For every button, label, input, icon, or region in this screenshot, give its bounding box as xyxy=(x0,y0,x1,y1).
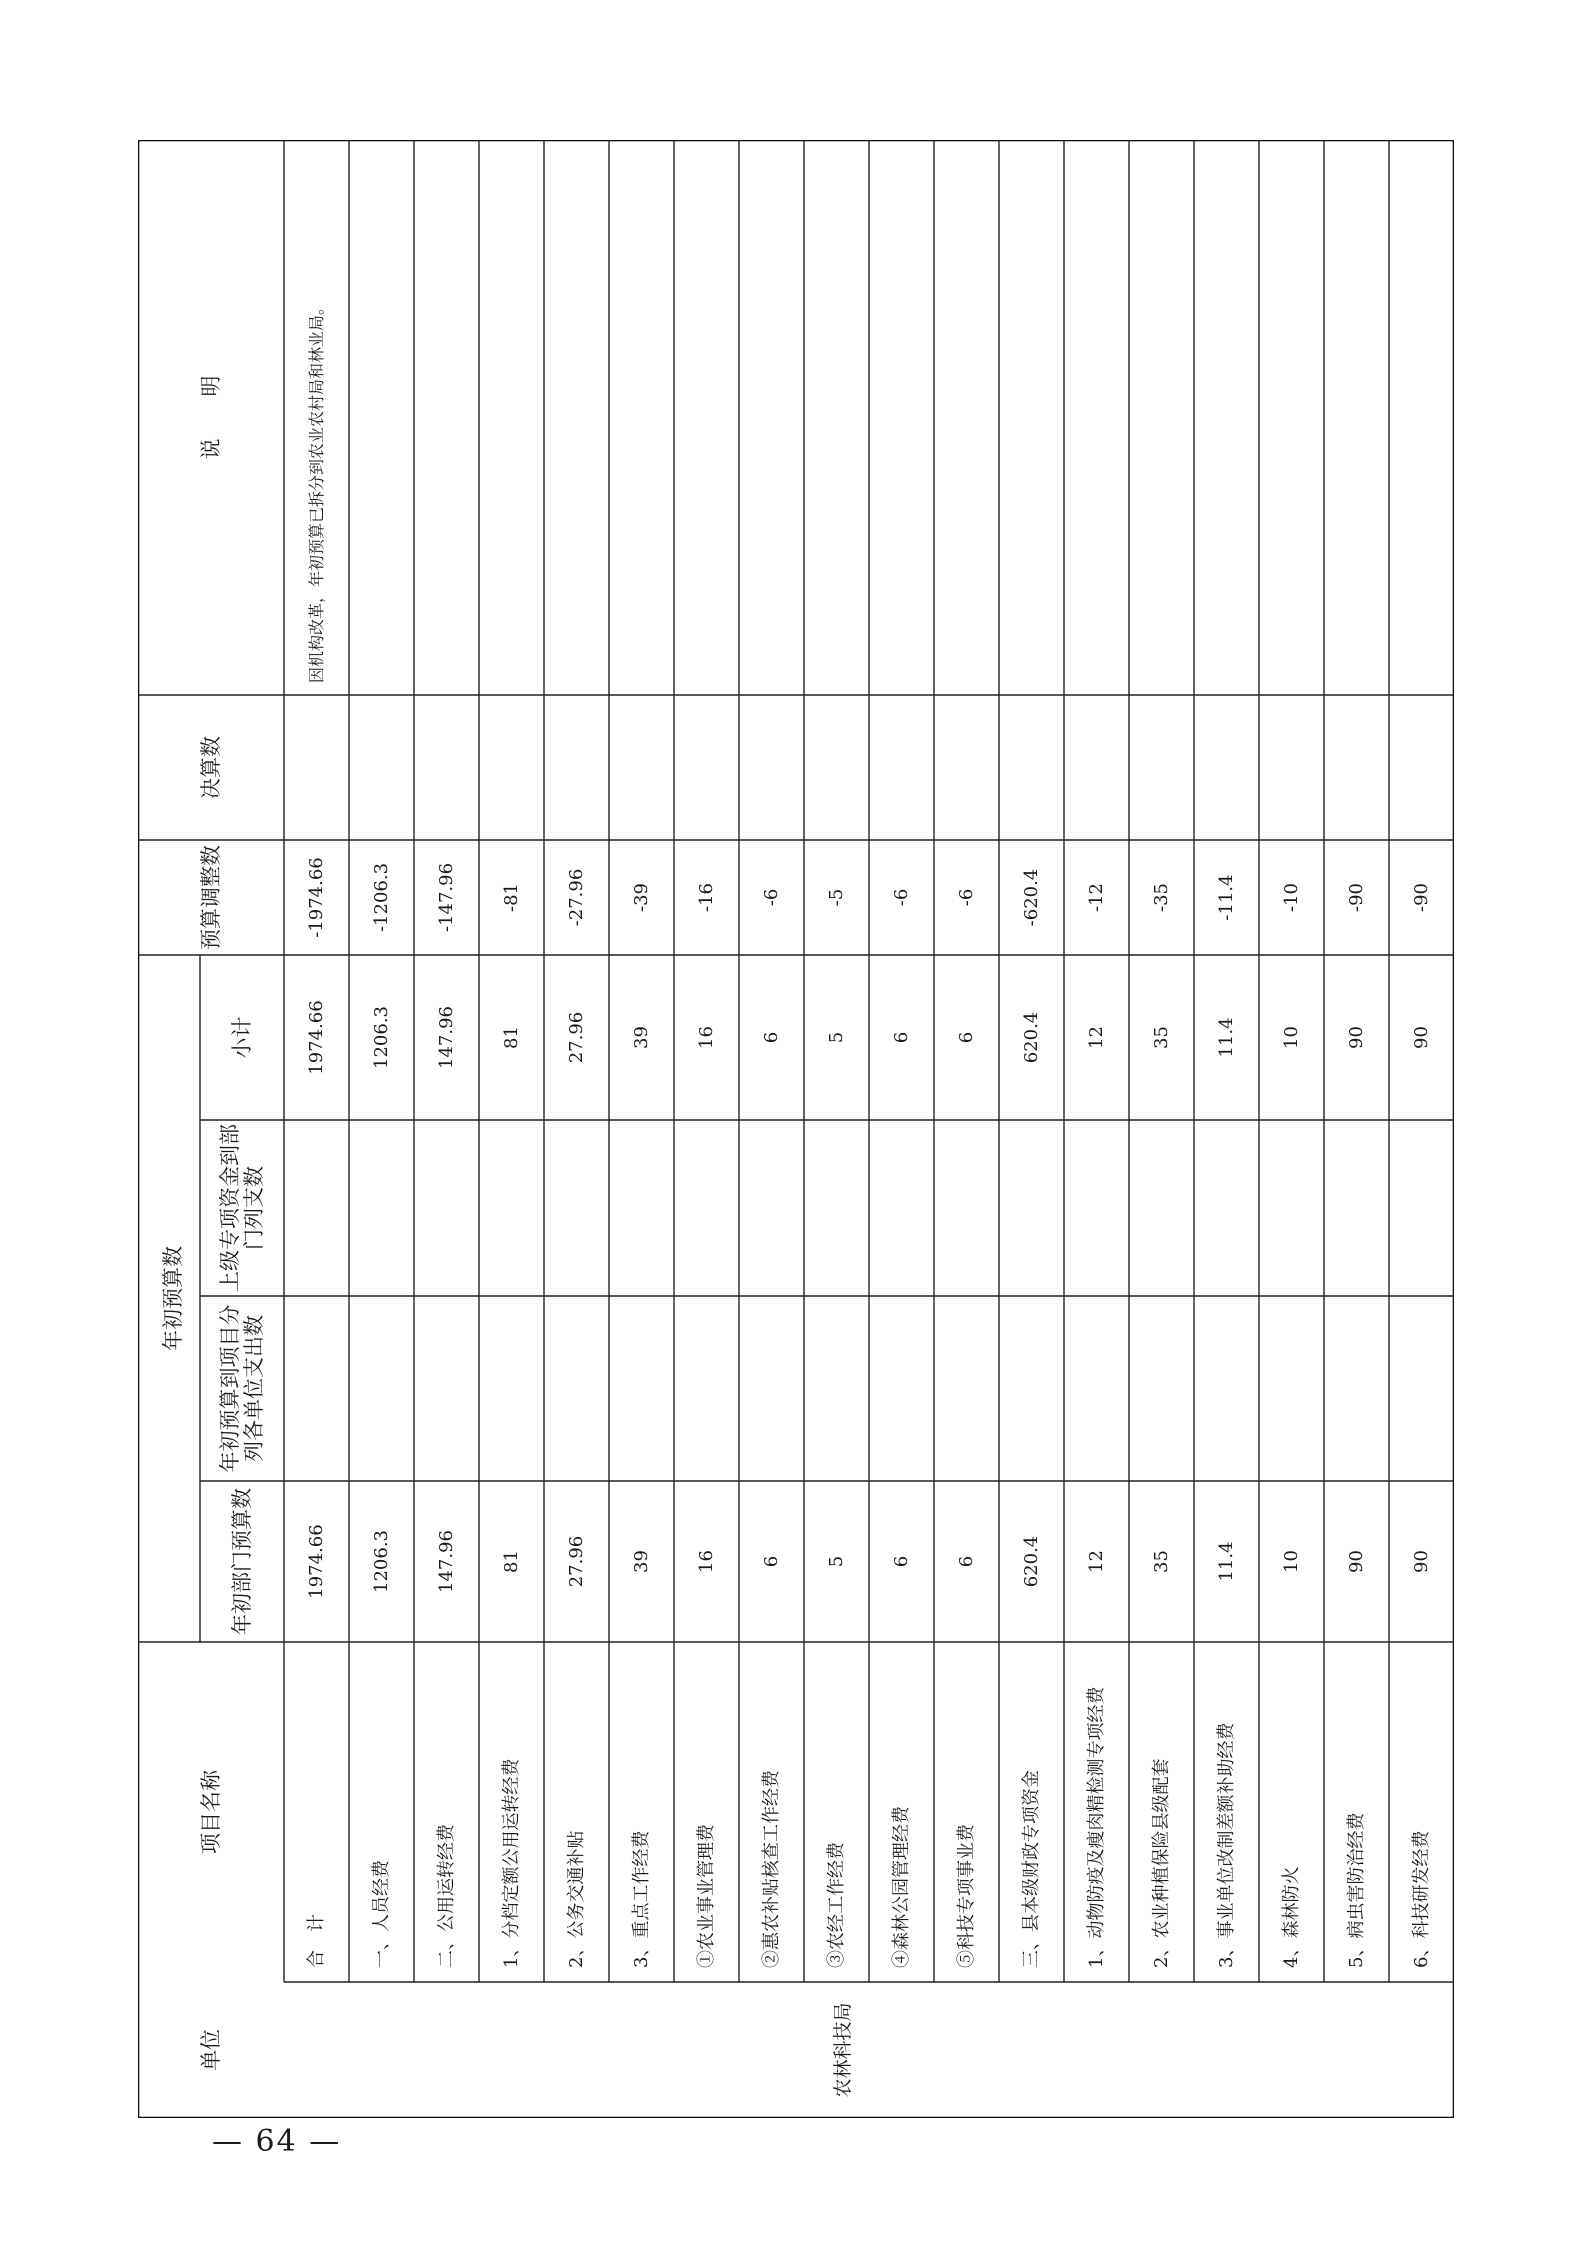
row-12-project-name: 1、动物防疫及瘦肉精检测专项经费 xyxy=(1086,1686,1107,1968)
row-15-dept-budget: 10 xyxy=(1281,1550,1302,1573)
row-14-adjustment: -11.4 xyxy=(1216,874,1237,921)
row-17-adjustment: -90 xyxy=(1411,883,1432,912)
row-14-dept-budget: 11.4 xyxy=(1216,1541,1237,1582)
row-7-adjustment: -6 xyxy=(761,888,782,907)
row-1-adjustment: -1206.3 xyxy=(371,862,392,933)
row-3-adjustment: -81 xyxy=(501,883,522,912)
row-1-subtotal: 1206.3 xyxy=(371,1006,392,1069)
row-10-subtotal: 6 xyxy=(956,1031,977,1044)
row-12-subtotal: 12 xyxy=(1086,1026,1107,1049)
row-6-subtotal: 16 xyxy=(696,1026,717,1049)
row-4-project-name: 2、公务交通补贴 xyxy=(566,1830,587,1968)
row-6-dept-budget: 16 xyxy=(696,1550,717,1573)
row-16-project-name: 5、病虫害防治经费 xyxy=(1346,1812,1367,1968)
row-3-dept-budget: 81 xyxy=(501,1550,522,1573)
header-subtotal: 小计 xyxy=(230,1016,254,1059)
row-16-subtotal: 90 xyxy=(1346,1026,1367,1049)
row-10-adjustment: -6 xyxy=(956,888,977,907)
row-1-dept-budget: 1206.3 xyxy=(371,1530,392,1593)
row-0-dept-budget: 1974.66 xyxy=(306,1524,327,1599)
row-10-dept-budget: 6 xyxy=(956,1555,977,1568)
row-5-dept-budget: 39 xyxy=(631,1550,652,1573)
row-11-subtotal: 620.4 xyxy=(1021,1011,1042,1064)
row-5-project-name: 3、重点工作经费 xyxy=(631,1830,652,1968)
row-1-project-name: 一、人员经费 xyxy=(371,1860,392,1968)
row-14-project-name: 3、事业单位改制差额补助经费 xyxy=(1216,1722,1237,1968)
row-4-dept-budget: 27.96 xyxy=(566,1535,587,1588)
row-11-project-name: 三、县本级财政专项资金 xyxy=(1021,1770,1042,1968)
budget-table-grid xyxy=(138,140,1454,2118)
row-9-dept-budget: 6 xyxy=(891,1555,912,1568)
note-text: 因机构改革，年初预算已拆分到农业农村局和林业局。 xyxy=(307,298,326,683)
row-2-subtotal: 147.96 xyxy=(436,1006,457,1069)
row-2-dept-budget: 147.96 xyxy=(436,1530,457,1593)
row-15-adjustment: -10 xyxy=(1281,883,1302,912)
header-adjustment: 预算调整数 xyxy=(199,845,223,950)
row-0-adjustment: -1974.66 xyxy=(306,857,327,938)
row-0-subtotal: 1974.66 xyxy=(306,1000,327,1075)
row-13-adjustment: -35 xyxy=(1151,883,1172,912)
row-17-project-name: 6、科技研发经费 xyxy=(1411,1830,1432,1968)
row-0-project-name: 合 计 xyxy=(306,1914,327,1968)
row-6-project-name: ①农业事业管理费 xyxy=(696,1824,717,1968)
row-17-subtotal: 90 xyxy=(1411,1026,1432,1049)
header-dept-budget: 年初部门预算数 xyxy=(230,1488,254,1635)
row-12-dept-budget: 12 xyxy=(1086,1550,1107,1573)
header-project-alloc-line2: 列各单位支出数 xyxy=(242,1315,266,1462)
row-7-subtotal: 6 xyxy=(761,1031,782,1044)
row-17-dept-budget: 90 xyxy=(1411,1550,1432,1573)
header-note: 说 明 xyxy=(199,375,223,460)
row-5-subtotal: 39 xyxy=(631,1026,652,1049)
row-9-adjustment: -6 xyxy=(891,888,912,907)
row-2-adjustment: -147.96 xyxy=(436,862,457,933)
row-2-project-name: 二、公用运转经费 xyxy=(436,1824,457,1968)
row-7-project-name: ②惠农补贴核查工作经费 xyxy=(761,1770,782,1968)
row-15-project-name: 4、森林防火 xyxy=(1281,1866,1302,1968)
row-8-project-name: ③农经工作经费 xyxy=(826,1842,847,1968)
row-11-adjustment: -620.4 xyxy=(1021,868,1042,927)
row-3-project-name: 1、分档定额公用运转经费 xyxy=(501,1758,522,1968)
row-10-project-name: ⑤科技专项事业费 xyxy=(956,1824,977,1968)
header-project-name: 项目名称 xyxy=(199,1770,223,1854)
row-12-adjustment: -12 xyxy=(1086,883,1107,912)
row-9-subtotal: 6 xyxy=(891,1031,912,1044)
row-7-dept-budget: 6 xyxy=(761,1555,782,1568)
header-initial-budget-group: 年初预算数 xyxy=(161,1246,185,1351)
page-number: — 64 — xyxy=(212,2124,342,2159)
unit-name: 农林科技局 xyxy=(832,2002,854,2098)
row-13-subtotal: 35 xyxy=(1151,1026,1172,1049)
row-5-adjustment: -39 xyxy=(631,883,652,912)
header-unit: 单位 xyxy=(199,2029,223,2071)
row-6-adjustment: -16 xyxy=(696,883,717,912)
row-15-subtotal: 10 xyxy=(1281,1026,1302,1049)
header-final: 决算数 xyxy=(199,736,223,799)
row-4-subtotal: 27.96 xyxy=(566,1011,587,1064)
row-9-project-name: ④森林公园管理经费 xyxy=(891,1806,912,1968)
row-4-adjustment: -27.96 xyxy=(566,868,587,927)
table-frame xyxy=(138,140,1454,2118)
row-13-dept-budget: 35 xyxy=(1151,1550,1172,1573)
row-14-subtotal: 11.4 xyxy=(1216,1017,1237,1058)
row-8-adjustment: -5 xyxy=(826,888,847,907)
budget-table xyxy=(138,140,1454,2118)
row-13-project-name: 2、农业种植保险县级配套 xyxy=(1151,1758,1172,1968)
row-8-dept-budget: 5 xyxy=(826,1555,847,1568)
header-project-alloc-line1: 年初预算到项目分 xyxy=(218,1304,242,1473)
header-superior-special-line2: 门列支数 xyxy=(242,1166,266,1250)
row-16-dept-budget: 90 xyxy=(1346,1550,1367,1573)
row-3-subtotal: 81 xyxy=(501,1026,522,1049)
row-8-subtotal: 5 xyxy=(826,1031,847,1044)
row-16-adjustment: -90 xyxy=(1346,883,1367,912)
row-11-dept-budget: 620.4 xyxy=(1021,1535,1042,1588)
header-superior-special-line1: 上级专项资金到部 xyxy=(218,1124,242,1292)
